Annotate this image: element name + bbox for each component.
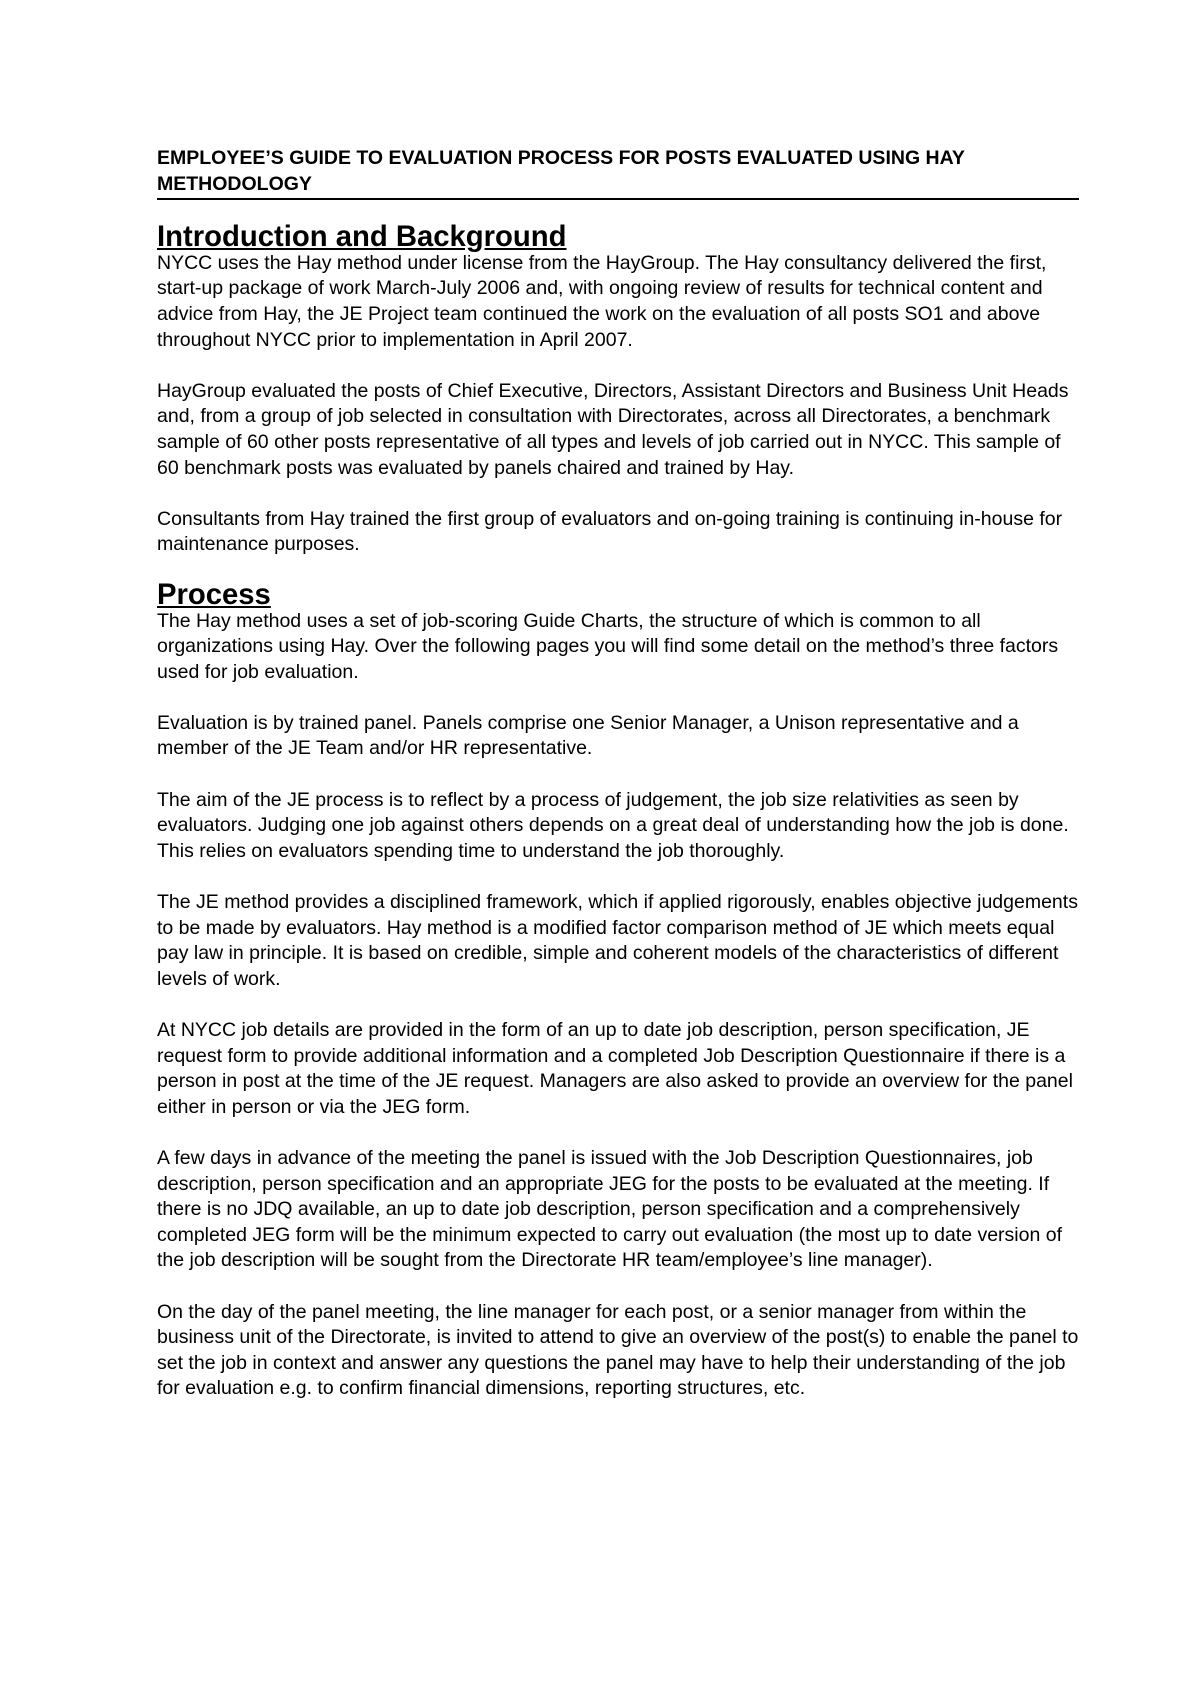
paragraph: At NYCC job details are provided in the form of an up to date job description, person specification, JE request form to provide additional information and a completed Job Description Questionnaire if there is a person in post at the time of the JE request. Managers are also asked to provide an overview for the panel either in person or via the JEG form. bbox=[157, 1019, 1073, 1118]
document-page bbox=[157, 146, 1079, 1402]
paragraph: HayGroup evaluated the posts of Chief Executive, Directors, Assistant Directors and Business Unit Heads and, from a group of job selected in consultation with Directorates, across all Directorates, a benchmark sample of 60 other posts representative of all types and levels of job carried out in NYCC. This sample of 60 benchmark posts was evaluated by panels chaired and trained by Hay. bbox=[157, 379, 1069, 479]
paragraph: The JE method provides a disciplined framework, which if applied rigorously, enables objective judgements to be made by evaluators. Hay method is a modified factor comparison method of JE which meets equal pay law in principle. It is based on credible, simple and coherent models of the characteristics of different levels of work. bbox=[157, 891, 1078, 990]
section-heading-introduction: Introduction and Background bbox=[157, 221, 567, 254]
document-title: EMPLOYEE’S GUIDE TO EVALUATION PROCESS FOR POSTS EVALUATED USING HAY METHODOLOGY bbox=[157, 146, 1079, 200]
paragraph: The Hay method uses a set of job-scoring Guide Charts, the structure of which is common to all organizations using Hay. Over the following pages you will find some detail on the method’s three factors used for job evaluation. bbox=[157, 609, 1059, 683]
paragraph: The aim of the JE process is to reflect by a process of judgement, the job size relativities as seen by evaluators. Judging one job against others depends on a great deal of understanding how the job is done. This relies on evaluators spending time to understand the job thoroughly. bbox=[157, 788, 1069, 862]
paragraph: A few days in advance of the meeting the panel is issued with the Job Description Questionnaires, job description, person specification and an appropriate JEG for the posts to be evaluated at the meeting. If there is no JDQ available, an up to date job description, person specification and a comprehensively completed JEG form will be the minimum expected to carry out evaluation (the most up to date version of the job description will be sought from the Directorate HR team/employee’s line manager). bbox=[157, 1146, 1063, 1272]
section-process bbox=[157, 578, 1079, 1402]
paragraph: Consultants from Hay trained the first group of evaluators and on-going training is continuing in-house for maintenance purposes. bbox=[157, 507, 1063, 556]
paragraph: NYCC uses the Hay method under license from the HayGroup. The Hay consultancy delivered the first, start-up package of work March-July 2006 and, with ongoing review of results for technical content and advice from Hay, the JE Project team continued the work on the evaluation of all posts SO1 and above throughout NYCC prior to implementation in April 2007. bbox=[157, 251, 1047, 351]
paragraph: On the day of the panel meeting, the line manager for each post, or a senior manager from within the business unit of the Directorate, is invited to attend to give an overview of the post(s) to enable the panel to set the job in context and answer any questions the panel may have to help their understanding of the job for evaluation e.g. to confirm financial dimensions, reporting structures, etc. bbox=[157, 1300, 1079, 1400]
section-heading-process: Process bbox=[157, 578, 271, 611]
section-introduction bbox=[157, 221, 1079, 558]
paragraph: Evaluation is by trained panel. Panels comprise one Senior Manager, a Unison representative and a member of the JE Team and/or HR representative. bbox=[157, 711, 1019, 760]
